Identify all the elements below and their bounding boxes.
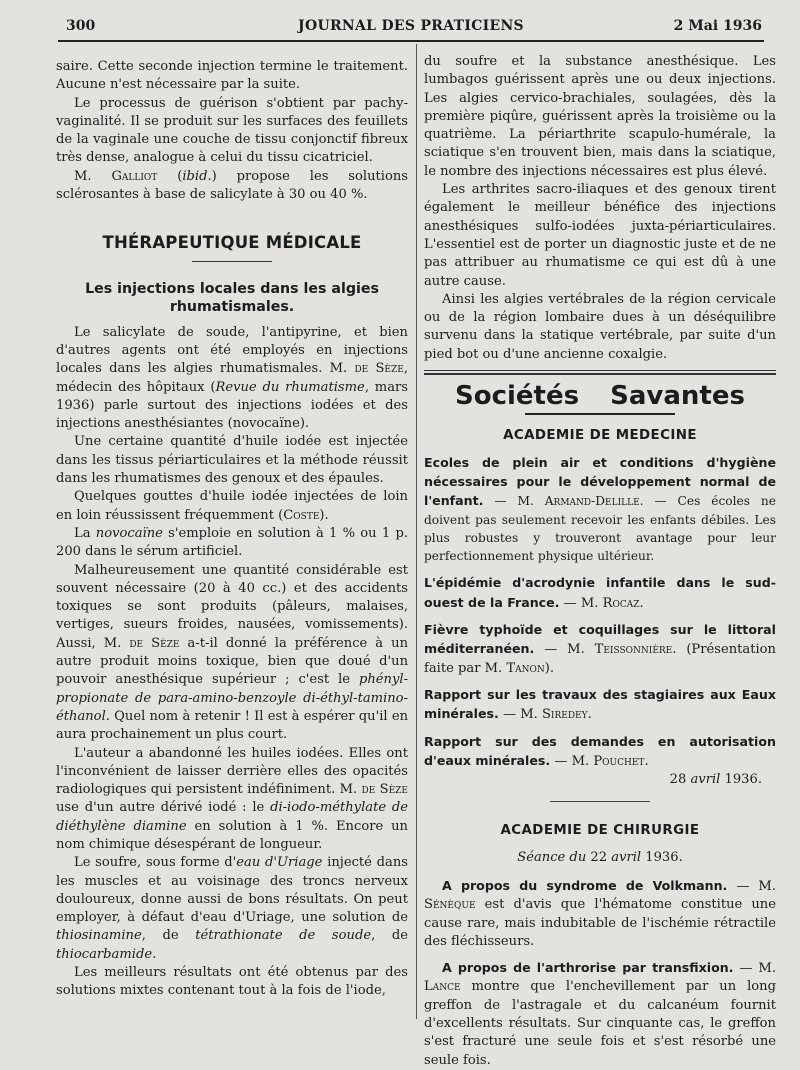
session-date: 28 avril 1936. [669, 772, 762, 788]
report-item: L'épidémie d'acrodynie infantile dans le sud-ouest de la France. — M. Rocaz. [424, 575, 776, 611]
paragraph: Une certaine quantité d'huile iodée est injectée dans les tissus périarticulaires et la méthode réussit dans les rhumatismes des genoux et des épaules. [56, 434, 408, 487]
divider [525, 413, 675, 415]
paragraph: Malheureusement une quantité considérable est souvent nécessaire (20 à 40 cc.) et des accidents toxiques se sont produits (pâleurs, malaises, vertiges, sueurs froides, nausées, vomissements). Aussi, M. de Sèze a-t-il donné la préférence à un autre produit moins toxique, bien que doué d'un pouvoir anesthésique supérieur ; c'est le phényl-propionate de para-amino-benzoyle di-éthyl-tamino-éthanol. Quel nom à retenir ! Il est à espérer qu'il en aura prochainement un plus court. [56, 562, 409, 743]
left-column [56, 58, 408, 1001]
report-item: A propos du syndrome de Volkmann. — M. Sénèque est d'avis que l'hématome constitue une cause rare, mais indubitable de l'ischémie rétractile des fléchisseurs. [424, 877, 776, 949]
page-number: 300 [66, 18, 96, 34]
paragraph: L'auteur a abandonné les huiles iodées. Elles ont l'inconvénient de laisser derrière elles des opacités radiologiques qui persistent indéfiniment. M. de Sèze use d'un autre dérivé iodé : le di-iodo-méthylate de diéthylène diamine en solution à 1 %. Encore un nom chimique désespérant de longueur. [56, 745, 408, 852]
academy-heading: ACADEMIE DE CHIRURGIE [500, 823, 700, 839]
page-header [58, 14, 764, 42]
report-item: Rapport sur les travaux des stagiaires aux Eaux minérales. — M. Siredey. [424, 686, 776, 723]
seance-date: Séance du 22 avril 1936. [517, 849, 683, 865]
societes-title: Sociétés Savantes [455, 381, 745, 412]
report-item: Fièvre typhoïde et coquillages sur le littoral méditerranéen. — M. Teissonnière. (Présentation faite par M. Tanon). [424, 622, 776, 676]
paragraph: Les meilleurs résultats ont été obtenus par des solutions mixtes contenant tout à la fois de l'iode, [56, 965, 408, 999]
paragraph: La novocaïne s'emploie en solution à 1 % ou 1 p. 200 dans le sérum artificiel. [56, 525, 408, 560]
paragraph: Quelques gouttes d'huile iodée injectées de loin en loin réussissent fréquemment (Coste). [56, 489, 408, 523]
paragraph: M. Galliot (ibid.) propose les solutions sclérosantes à base de salicylate à 30 ou 40 %. [56, 168, 408, 203]
paragraph: Les arthrites sacro-iliaques et des genoux tirent également le meilleur bénéfice des injections anesthésiques sulfo-iodées juxta-périarticulaires. L'essentiel est de porter un diagnostic juste et de ne pas attribuer au rhumatisme ce qui est dû à une autre cause. [424, 182, 776, 289]
issue-date: 2 Mai 1936 [673, 18, 762, 34]
paragraph: Le soufre, sous forme d'eau d'Uriage injecté dans les muscles et au voisinage des troncs nerveux douloureux, donne aussi de bons résultats. On peut employer, à défaut d'eau d'Uriage, une solution de thiosinamine, de tétrathionate de soude, de thiocarbamide. [56, 855, 408, 962]
author-name: de Sèze [354, 361, 404, 377]
report-item: Ecoles de plein air et conditions d'hygiène nécessaires pour le développement normal de l'enfant. — M. Armand-Delille. — Ces écoles ne doivent pas seulement recevoir les enfants débiles. Les plus robustes y trouveront avantage pour leur perfectionnement physique ultérieur. [424, 454, 776, 564]
journal-title: JOURNAL DES PRATICIENS [298, 18, 524, 34]
report-item: A propos de l'arthrorise par transfixion. — M. Lance montre que l'enchevillement par un long greffon de l'astragale et du calcanéum fournit d'excellents résultats. Sur cinquante cas, le greffon s'est fracturé une seule fois et s'est résorbé une seule fois. [424, 960, 776, 1068]
article-title: Les injections locales dans les algies rhumatismales. [85, 280, 379, 315]
column-divider [416, 44, 417, 1019]
section-divider [424, 370, 776, 375]
paragraph: Le salicylate de soude, l'antipyrine, et bien d'autres agents ont été employés en injections locales dans les algies rhumatismales. M. de Sèze, médecin des hôpitaux (Revue du rhumatisme, mars 1936) parle surtout des injections iodées et des injections anesthésiantes (novocaïne). [56, 324, 409, 432]
author-name: Galliot [111, 168, 158, 184]
report-item: Rapport sur des demandes en autorisation d'eaux minérales. — M. Pouchet. [424, 733, 776, 769]
section-title: THÉRAPEUTIQUE MÉDICALE [102, 233, 362, 253]
paragraph: du soufre et la substance anesthésique. Les lumbagos guérissent après une ou deux injections. Les algies cervico-brachiales, soulagées, dès la première piqûre, guérissent après la troisième ou la quatrième. La périarthrite scapulo-humérale, la sciatique s'en trouvent bien, mais dans la sciatique, le nombre des injections nécessaires est plus élevé. [424, 54, 776, 179]
divider [192, 261, 272, 262]
paragraph: Ainsi les algies vertébrales de la région cervicale ou de la région lombaire dues à un déséquilibre survenu dans la statique vertébrale, par suite d'un pied bot ou d'une ancienne coxalgie. [424, 291, 776, 362]
divider [550, 801, 650, 802]
academy-heading: ACADEMIE DE MEDECINE [503, 428, 697, 444]
right-column [424, 53, 776, 1070]
paragraph: saire. Cette seconde injection termine le traitement. Aucune n'est nécessaire par la suite. [56, 59, 408, 93]
paragraph: Le processus de guérison s'obtient par pachy-vaginalité. Il se produit sur les surfaces des feuillets de la vaginale une couche de tissu conjonctif fibreux très dense, analogue à celui du tissu cicatriciel. [56, 95, 408, 166]
